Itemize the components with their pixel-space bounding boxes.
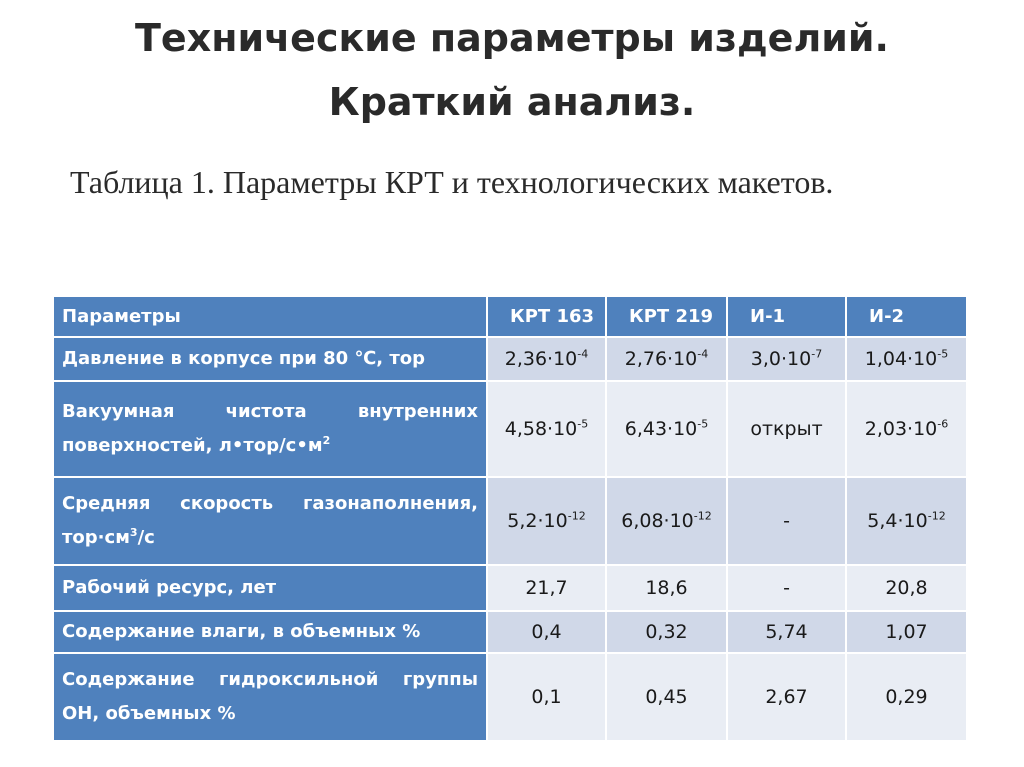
table-cell: $2,36\cdot 10^{-4}$ [487, 337, 606, 381]
table-row [53, 337, 967, 381]
table-cell: $5,4\cdot 10^{-12}$ [846, 477, 967, 565]
table-cell: $5,2\cdot 10^{-12}$ [487, 477, 606, 565]
slide-title [0, 6, 1024, 134]
table-cell: $6,43\cdot 10^{-5}$ [606, 381, 727, 477]
table-cell: 5,74 [727, 611, 846, 653]
title-line-1: Технические параметры изделий. [135, 16, 889, 60]
table-cell: $2,03\cdot 10^{-6}$ [846, 381, 967, 477]
row-label: Рабочий ресурс, лет [53, 565, 487, 611]
table-row [53, 611, 967, 653]
table-cell: 0,4 [487, 611, 606, 653]
table-row [53, 565, 967, 611]
table-row [53, 381, 967, 477]
table-cell: 2,67 [727, 653, 846, 741]
table-cell: открыт [727, 381, 846, 477]
table-header-row [53, 296, 967, 337]
parameters-table [52, 295, 968, 742]
title-line-2: Краткий анализ. [328, 80, 696, 124]
row-label: Вакуумная чистота внутренних поверхностей, $л•тор/с•м^2$ [53, 381, 487, 477]
table-cell: $2,76\cdot 10^{-4}$ [606, 337, 727, 381]
table-cell: - [727, 477, 846, 565]
row-label: Давление в корпусе при 80 ℃, тор [53, 337, 487, 381]
header-parameters: Параметры [53, 296, 487, 337]
row-label: Содержание влаги, в объемных % [53, 611, 487, 653]
table-caption: Таблица 1. Параметры КРТ и технологических макетов. [70, 164, 834, 200]
table-cell: 20,8 [846, 565, 967, 611]
table-cell: 0,1 [487, 653, 606, 741]
table-cell: 0,29 [846, 653, 967, 741]
header-krt163: КРТ 163 [487, 296, 606, 337]
table-cell: $3,0\cdot 10^{-7}$ [727, 337, 846, 381]
header-i2: И-2 [846, 296, 967, 337]
table-row [53, 477, 967, 565]
table-cell: - [727, 565, 846, 611]
table-cell: 0,45 [606, 653, 727, 741]
table-cell: $1,04\cdot 10^{-5}$ [846, 337, 967, 381]
table-cell: 0,32 [606, 611, 727, 653]
table-cell: 21,7 [487, 565, 606, 611]
header-i1: И-1 [727, 296, 846, 337]
table-cell: $6,08\cdot 10^{-12}$ [606, 477, 727, 565]
row-label: Средняя скорость газонаполнения, $тор\cdot см^3/с$ [53, 477, 487, 565]
table-row [53, 653, 967, 741]
header-krt219: КРТ 219 [606, 296, 727, 337]
table-cell: 1,07 [846, 611, 967, 653]
table-cell: 18,6 [606, 565, 727, 611]
row-label: Содержание гидроксильной группы ОН, объемных % [53, 653, 487, 741]
table-cell: $4,58\cdot 10^{-5}$ [487, 381, 606, 477]
